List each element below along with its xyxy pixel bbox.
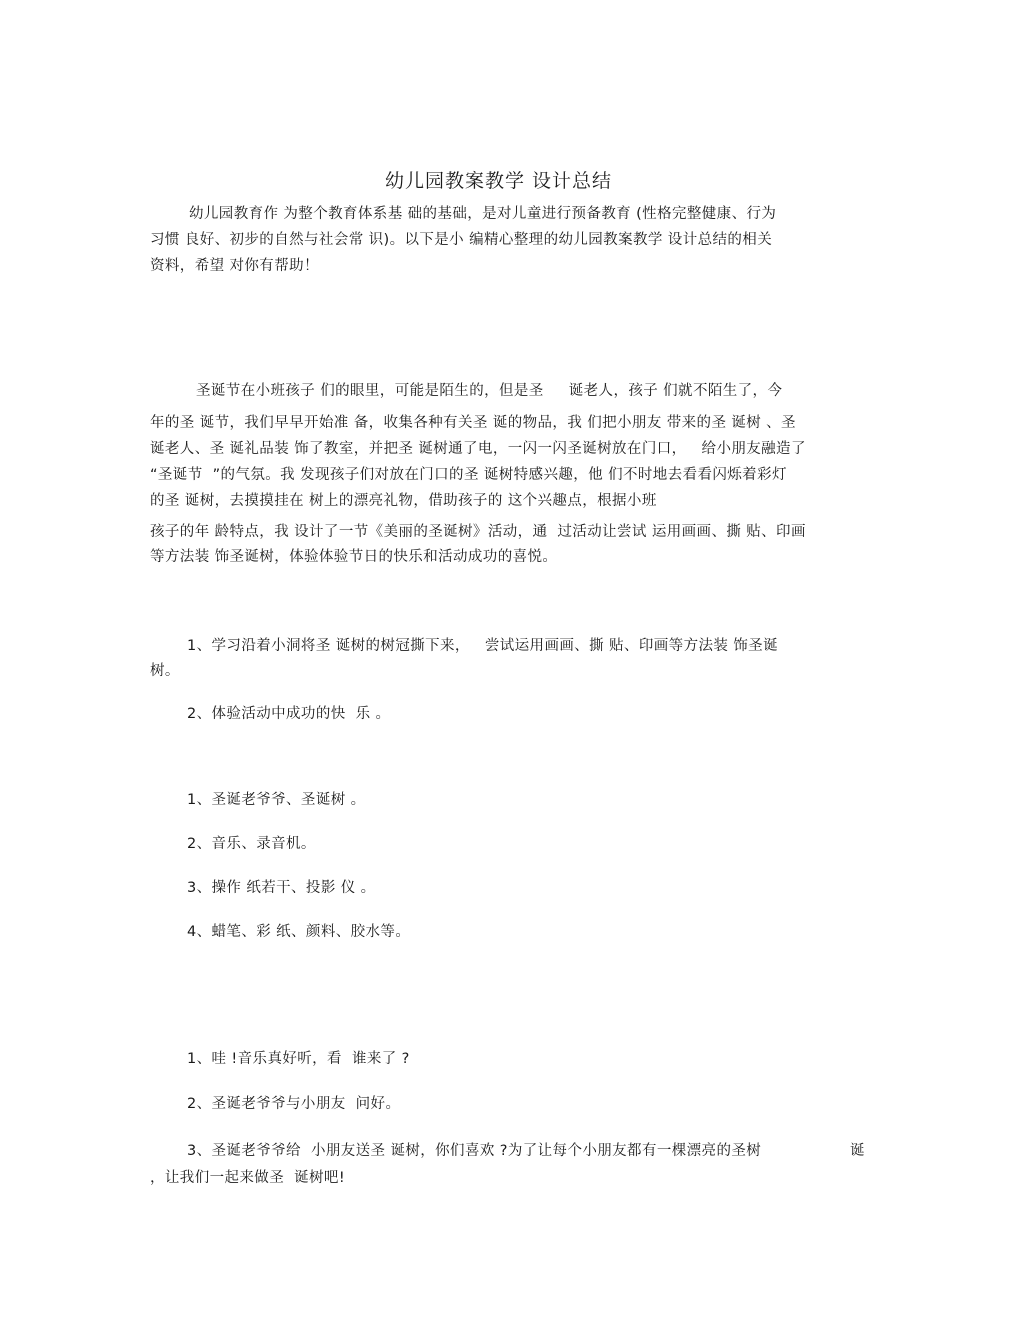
intro-line: 习惯 良好、初步的自然与社会常 识)。以下是小 编精心整理的幼儿园教案教学 设计总结的相关 <box>150 232 773 248</box>
material-item: 3、操作 纸若干、投影 仪 。 <box>187 880 376 896</box>
background-line: 孩子的年 龄特点，我 设计了一节《美丽的圣诞树》活动，通 过活动让尝试 运用画画、撕 贴、印画 <box>150 524 806 540</box>
process-item: 2、圣诞老爷爷与小朋友 问好。 <box>187 1096 401 1112</box>
intro-line: 幼儿园教育作 为整个教育体系基 础的基础，是对儿童进行预备教育 (性格完整健康、行为 <box>189 206 777 222</box>
intro-line: 资料，希望 对你有帮助！ <box>150 258 319 274</box>
background-line: 的圣 诞树，去摸摸挂在 树上的漂亮礼物，借助孩子的 这个兴趣点，根据小班 <box>150 493 657 509</box>
material-item: 2、音乐、录音机。 <box>187 836 316 852</box>
process-item: 1、哇 !音乐真好听，看 谁来了 ? <box>187 1051 410 1067</box>
goal-item: 2、体验活动中成功的快 乐 。 <box>187 706 391 722</box>
process-item: ，让我们一起来做圣 诞树吧! <box>150 1170 346 1186</box>
material-item: 1、圣诞老爷爷、圣诞树 。 <box>187 792 366 808</box>
material-item: 4、蜡笔、彩 纸、颜料、胶水等。 <box>187 924 411 940</box>
goal-item: 1、学习沿着小洞将圣 诞树的树冠撕下来， 尝试运用画画、撕 贴、印画等方法装 饰圣诞 <box>187 638 778 654</box>
process-item: 3、圣诞老爷爷给 小朋友送圣 诞树，你们喜欢 ?为了让每个小朋友都有一棵漂亮的圣树 <box>187 1143 762 1159</box>
goal-item: 树。 <box>150 663 180 679</box>
process-item-fragment: 诞 <box>850 1143 865 1159</box>
background-line: 圣诞节在小班孩子 们的眼里，可能是陌生的，但是圣 诞老人，孩子 们就不陌生了，今 <box>196 383 783 399</box>
background-line: “圣诞节 ”的气氛。我 发现孩子们对放在门口的圣 诞树特感兴趣，他 们不时地去看看闪烁着彩灯 <box>150 467 787 483</box>
background-line: 等方法装 饰圣诞树，体验体验节日的快乐和活动成功的喜悦。 <box>150 549 558 565</box>
background-line: 诞老人、圣 诞礼品装 饰了教室，并把圣 诞树通了电，一闪一闪圣诞树放在门口， 给小朋友融造了 <box>150 441 806 457</box>
document-title: 幼儿园教案教学 设计总结 <box>385 170 613 192</box>
background-line: 年的圣 诞节，我们早早开始准 备，收集各种有关圣 诞的物品，我 们把小朋友 带来的圣 诞树 、圣 <box>150 415 796 431</box>
